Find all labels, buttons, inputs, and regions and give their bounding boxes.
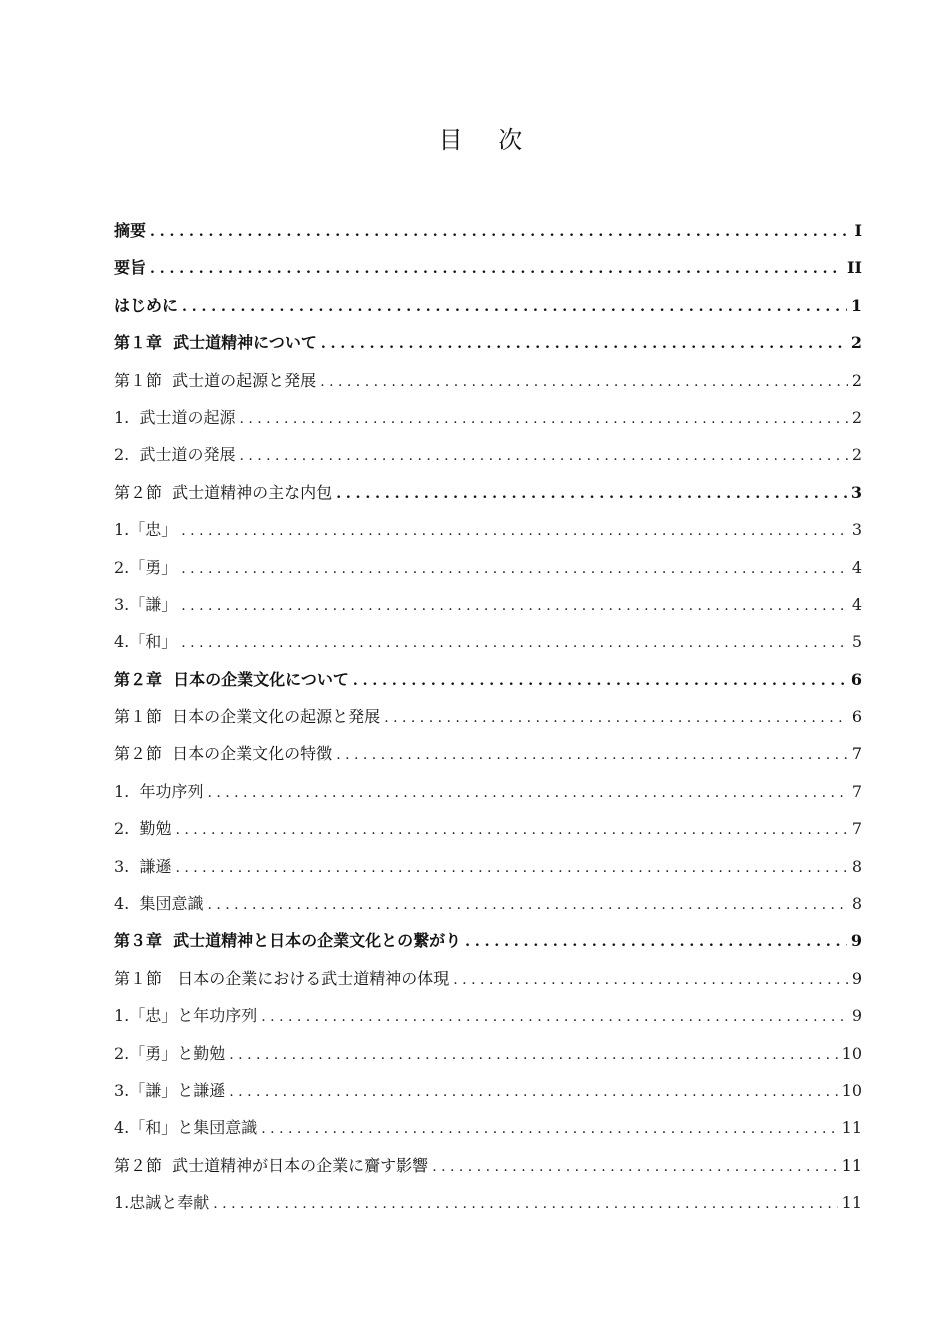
toc-leader-dots [261,1115,837,1143]
toc-entry-label: 2.「勇」 [114,557,178,577]
toc-entry-page-number: 4 [851,594,862,614]
toc-entry-label: 1.忠誠と奉献 [114,1193,210,1213]
toc-entry-label: 第２節 武士道精神が日本の企業に齎す影響 [114,1155,429,1175]
toc-entry[interactable] [114,441,862,478]
toc-entry[interactable] [114,404,862,441]
toc-leader-dots [320,368,848,396]
toc-entry-page-number: 7 [851,744,862,764]
toc-entry-page-number: 8 [851,894,862,914]
page-title: 目 次 [438,126,537,154]
toc-entry-label: 第１節 武士道の起源と発展 [114,370,317,390]
toc-entry-page-number: 9 [851,968,862,988]
toc-leader-dots [150,255,843,283]
toc-leader-dots [175,854,847,882]
toc-entry[interactable] [114,666,862,703]
toc-leader-dots [182,293,847,321]
toc-entry[interactable] [114,965,862,1002]
toc-entry-page-number: 2 [851,370,862,390]
toc-leader-dots [336,741,848,769]
toc-entry-label: 第２章 日本の企業文化について [114,669,349,689]
toc-entry-page-number: I [854,221,862,240]
toc-entry-label: 1.「忠」 [114,520,178,540]
toc-entry-page-number: 4 [851,557,862,577]
toc-entry-label: 2. 勤勉 [114,819,172,839]
toc-entry-label: 2.「勇」と勤勉 [114,1043,226,1063]
toc-entry-page-number: 6 [851,707,862,727]
toc-entry[interactable] [114,329,862,366]
toc-leader-dots [229,1078,837,1106]
toc-entry[interactable] [114,1114,862,1151]
toc-entry[interactable] [114,703,862,740]
toc-leader-dots [175,816,847,844]
toc-entry[interactable] [114,254,862,291]
toc-entry[interactable] [114,1189,862,1226]
toc-leader-dots [465,928,847,956]
toc-entry-page-number: 2 [850,333,862,353]
toc-leader-dots [229,1041,837,1069]
toc-entry[interactable] [114,367,862,404]
toc-entry-page-number: 8 [851,856,862,876]
toc-entry[interactable] [114,217,862,254]
toc-entry[interactable] [114,927,862,964]
toc-entry-page-number: 7 [851,819,862,839]
toc-entry-label: 第２節 日本の企業文化の特徴 [114,744,333,764]
toc-leader-dots [432,1153,837,1181]
toc-entry[interactable] [114,815,862,852]
toc-leader-dots [207,891,847,919]
toc-entry[interactable] [114,890,862,927]
toc-entry[interactable] [114,1002,862,1039]
toc-entry-page-number: 9 [850,931,862,951]
toc-entry-label: 第３章 武士道精神と日本の企業文化との繋がり [114,931,462,951]
toc-entry-page-number: 6 [850,669,862,689]
toc-entry-label: 第２節 武士道精神の主な内包 [114,482,333,502]
table-of-contents [114,217,862,1227]
toc-entry[interactable] [114,778,862,815]
toc-entry[interactable] [114,1152,862,1189]
toc-entry-label: 3.「謙」と謙遜 [114,1080,226,1100]
toc-entry[interactable] [114,1040,862,1077]
toc-entry-page-number: 10 [841,1080,862,1100]
toc-entry-page-number: II [847,258,862,278]
toc-entry-page-number: 7 [851,781,862,801]
toc-entry-label: 1.「忠」と年功序列 [114,1006,258,1026]
toc-entry-page-number: 5 [851,632,862,652]
toc-entry-page-number: 11 [841,1118,862,1138]
toc-entry[interactable] [114,628,862,665]
toc-entry-label: 3.「謙」 [114,594,178,614]
toc-entry[interactable] [114,479,862,516]
toc-entry-page-number: 2 [851,445,862,465]
toc-entry-label: 4.「和」 [114,632,178,652]
toc-entry-page-number: 2 [851,407,862,427]
toc-entry[interactable] [114,853,862,890]
toc-entry-label: 要旨 [114,258,147,278]
toc-entry-label: 4. 集団意識 [114,894,204,914]
toc-entry[interactable] [114,591,862,628]
toc-entry-page-number: 9 [851,1006,862,1026]
toc-entry-label: 2. 武士道の発展 [114,445,236,465]
toc-leader-dots [239,442,847,470]
toc-leader-dots [261,1003,848,1031]
toc-entry[interactable] [114,740,862,777]
toc-leader-dots [453,966,848,994]
toc-entry-label: 3. 謙遜 [114,856,172,876]
toc-entry-page-number: 3 [850,482,862,502]
toc-leader-dots [353,667,847,695]
toc-entry-page-number: 1 [850,295,862,315]
toc-entry-label: 摘要 [114,221,147,240]
toc-leader-dots [181,517,848,545]
toc-entry-label: 1. 武士道の起源 [114,407,236,427]
toc-entry-label: 1. 年功序列 [114,781,204,801]
toc-leader-dots [207,779,847,807]
toc-leader-dots [336,480,847,508]
toc-entry[interactable] [114,554,862,591]
toc-leader-dots [181,555,848,583]
toc-entry-label: 4.「和」と集団意識 [114,1118,258,1138]
toc-leader-dots [150,218,851,246]
toc-leader-dots [321,330,847,358]
toc-leader-dots [181,629,848,657]
toc-leader-dots [213,1190,837,1218]
toc-leader-dots [384,704,848,732]
toc-leader-dots [239,405,847,433]
toc-entry-page-number: 11 [841,1193,862,1213]
toc-entry[interactable] [114,516,862,553]
toc-entry-page-number: 3 [851,520,862,540]
toc-entry-label: 第１節 日本の企業文化の起源と発展 [114,707,381,727]
toc-entry[interactable] [114,1077,862,1114]
toc-entry[interactable] [114,292,862,329]
toc-entry-label: 第１章 武士道精神について [114,333,317,353]
toc-entry-label: はじめに [114,295,179,315]
toc-entry-label: 第１節 日本の企業における武士道精神の体現 [114,968,450,988]
toc-entry-page-number: 11 [841,1155,862,1175]
toc-entry-page-number: 10 [841,1043,862,1063]
toc-leader-dots [181,592,848,620]
